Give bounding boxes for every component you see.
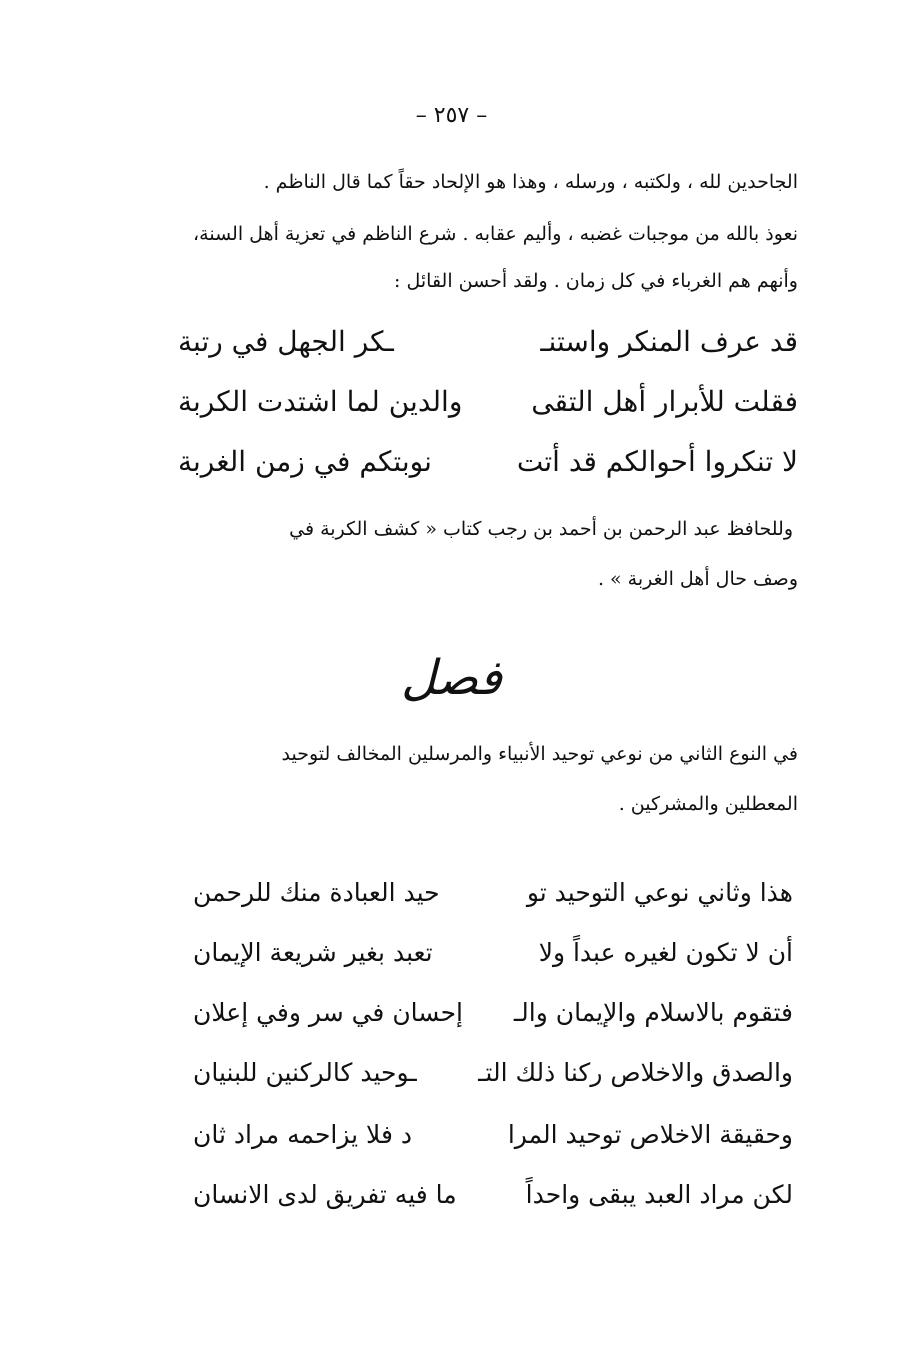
poem2-verse-3 — [193, 998, 793, 1027]
hemistich-first: لكن مراد العبد يبقى واحداً — [525, 1180, 793, 1209]
poem2-verse-2 — [193, 938, 793, 967]
hemistich-first: فتقوم بالاسلام والإيمان والـ — [513, 998, 793, 1027]
poem2-verse-5 — [193, 1120, 793, 1149]
poem2-verse-4 — [193, 1058, 793, 1087]
section-heading: فصل — [401, 650, 502, 706]
note-line-1: وللحافظ عبد الرحمن بن أحمد بن رجب كتاب « كشف الكربة في — [289, 518, 793, 540]
hemistich-second: ـوحيد كالركنين للبنيان — [193, 1058, 417, 1087]
page-number: – ٢٥٧ – — [415, 103, 488, 128]
hemistich-second: والدين لما اشتدت الكربة — [178, 385, 463, 418]
poem2-verse-1 — [193, 878, 793, 907]
hemistich-second: نوبتكم في زمن الغربة — [178, 445, 432, 478]
section-intro-line-2: المعطلين والمشركين . — [618, 793, 798, 815]
hemistich-second: ـكر الجهل في رتبة — [178, 325, 394, 358]
hemistich-second: تعبد بغير شريعة الإيمان — [193, 938, 433, 967]
hemistich-first: وحقيقة الاخلاص توحيد المرا — [507, 1120, 793, 1149]
poem1-verse-3 — [178, 445, 798, 478]
note-line-2: وصف حال أهل الغربة » . — [597, 568, 798, 590]
section-intro-line-1: في النوع الثاني من نوعي توحيد الأنبياء والمرسلين المخالف لتوحيد — [281, 743, 798, 765]
poem1-verse-2 — [178, 385, 798, 418]
hemistich-second: ما فيه تفريق لدى الانسان — [193, 1180, 457, 1209]
intro-line-3: وأنهم هم الغرباء في كل زمان . ولقد أحسن القائل : — [394, 270, 798, 292]
poem1-verse-1 — [178, 325, 798, 358]
poem2-verse-6 — [193, 1180, 793, 1209]
hemistich-first: لا تنكروا أحوالكم قد أتت — [516, 445, 798, 478]
intro-line-2: نعوذ بالله من موجبات غضبه ، وأليم عقابه . شرع الناظم في تعزية أهل السنة، — [193, 223, 798, 245]
hemistich-second: د فلا يزاحمه مراد ثان — [193, 1120, 412, 1149]
hemistich-first: فقلت للأبرار أهل التقى — [531, 385, 798, 418]
hemistich-first: هذا وثاني نوعي التوحيد تو — [526, 878, 793, 907]
hemistich-second: إحسان في سر وفي إعلان — [193, 998, 463, 1027]
hemistich-first: والصدق والاخلاص ركنا ذلك التـ — [478, 1058, 793, 1087]
hemistich-first: أن لا تكون لغيره عبداً ولا — [538, 938, 793, 967]
intro-line-1: الجاحدين لله ، ولكتبه ، ورسله ، وهذا هو الإلحاد حقاً كما قال الناظم . — [263, 171, 798, 193]
hemistich-first: قد عرف المنكر واستنـ — [540, 325, 798, 358]
hemistich-second: حيد العبادة منك للرحمن — [193, 878, 440, 907]
